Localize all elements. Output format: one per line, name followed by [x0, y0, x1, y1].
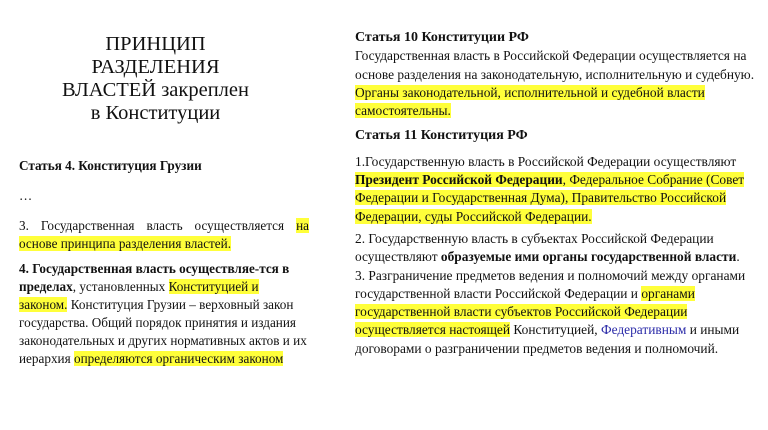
- highlighted-text: на основе принципа разделения властей.: [19, 218, 309, 251]
- slide-title: [18, 33, 293, 125]
- paragraph-4: [19, 260, 309, 368]
- paragraph-text: Конституцией,: [510, 322, 601, 338]
- highlighted-text: Конституцией и законом.: [19, 279, 259, 312]
- paragraph-text: 2. Государственную власть в субъектах Российской Федерации осуществляют: [355, 230, 714, 265]
- highlighted-text: органами государственной власти субъектов Российской Федерации осуществляется настоящей: [355, 285, 695, 338]
- paragraph-text: 3. Разграничение предметов ведения и полномочий между органами государственной власти Российской Федерации и: [355, 267, 746, 301]
- paragraph-text: и иными договорами о разграничении предметов ведения и полномочий.: [355, 322, 740, 356]
- federative-link[interactable]: Федеративным: [600, 322, 687, 338]
- article-10-text: [355, 47, 755, 120]
- title-line: РАЗДЕЛЕНИЯ: [91, 56, 220, 78]
- title-line: ПРИНЦИП: [105, 33, 206, 55]
- paragraph-3: [19, 217, 309, 253]
- article-11-paragraph-1: [355, 153, 755, 226]
- title-line: ВЛАСТЕЙ закреплен: [61, 79, 249, 101]
- georgia-constitution-column: [19, 157, 309, 368]
- paragraph-text: .: [736, 249, 740, 265]
- paragraph-text: 3. Государственная власть осуществляется: [19, 218, 285, 233]
- article-11-paragraph-2: [355, 230, 755, 267]
- paragraph-text: Конституция Грузии – верховный закон государства. Общий порядок принятия и издания законодательных и других нормативных актов и их иерархия: [19, 297, 307, 366]
- title-line: в Конституции: [90, 102, 221, 124]
- highlighted-text: определяются органическим законом: [73, 351, 284, 366]
- article-heading: Статья 4. Конституция Грузии: [19, 158, 202, 173]
- article-11-paragraph-3: [355, 267, 755, 358]
- article-11-heading: Статья 11 Конституция РФ: [355, 128, 528, 144]
- paragraph-text: Государственная власть в Российской Федерации осуществляется на основе разделения на законодательную, исполнительную и судебную.: [355, 48, 755, 82]
- highlighted-text: , Федеральное Собрание (Совет Федерации и Государственная Дума), Правительство Российской Федерации, суды Российской Федерации.: [355, 172, 745, 224]
- bold-text: 4. Государственная власть осуществляе-тся в пределах: [19, 261, 290, 294]
- ellipsis: …: [19, 188, 33, 203]
- bold-text: образуемые ими органы государственной власти: [440, 249, 737, 265]
- highlighted-bold-text: Президент Российской Федерации: [355, 172, 563, 188]
- paragraph-text: 1.Государственную власть в Российской Федерации осуществляют: [355, 153, 737, 169]
- paragraph-text: , установленных: [72, 279, 166, 294]
- highlighted-text: Органы законодательной, исполнительной и судебной власти самостоятельны.: [355, 84, 705, 119]
- article-10-heading: Статья 10 Конституции РФ: [355, 30, 529, 45]
- russia-constitution-column: [355, 29, 755, 358]
